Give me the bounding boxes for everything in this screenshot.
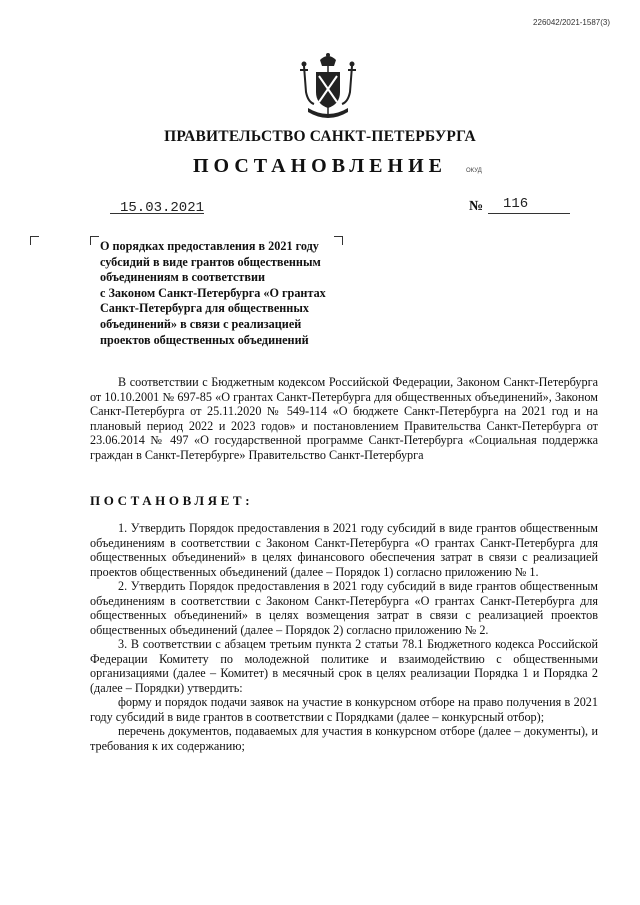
subject-line: с Законом Санкт-Петербурга «О грантах	[100, 285, 326, 300]
subject-line: субсидий в виде грантов общественным	[100, 254, 321, 269]
date-underline	[110, 213, 204, 214]
decree-title: ПОСТАНОВЛЕНИЕ	[193, 155, 447, 177]
coat-of-arms-icon	[298, 52, 358, 122]
item-3-subitem-form: форму и порядок подачи заявок на участие в конкурсном отборе на право получения в 2021 году субсидий в виде грантов в соответствии с Порядками (далее – конкурсный отбор);	[90, 695, 598, 724]
item-3-subitem-documents: перечень документов, подаваемых для участия в конкурсном отборе (далее – документы), и требования к их содержанию;	[90, 724, 598, 753]
document-code: 226042/2021-1587(3)	[533, 18, 610, 27]
subject-line: О порядках предоставления в 2021 году	[100, 239, 319, 253]
subject-line: объединений» в связи с реализацией	[100, 316, 302, 331]
okud-label: ОКУД	[466, 168, 482, 174]
number-sign: №	[469, 199, 484, 214]
subject-line: проектов общественных объединений	[100, 332, 309, 347]
subject-line: Санкт-Петербурга для общественных	[100, 301, 309, 316]
decree-subject	[100, 239, 350, 348]
item-3: 3. В соответствии с абзацем третьим пункта 2 статьи 78.1 Бюджетного кодекса Российской Федерации Комитету по молодежной политике и взаимодействию с общественными организациями (далее – Комитет) в месячный срок в целях реализации Порядка 1 и Порядка 2 (далее – Порядки) утвердить:	[90, 637, 598, 695]
preamble-text: В соответствии с Бюджетным кодексом Российской Федерации, Законом Санкт-Петербурга от 10.10.2001 № 697-85 «О грантах Санкт-Петербурга для общественных объединений», Законом Санкт-Петербурга от 25.11.2020 № 549-114 «О бюджете Санкт-Петербурга на 2021 год и на плановый период 2022 и 2023 годов» и постановлением Правительства Санкт-Петербурга от 23.06.2014 № 497 «О государственной программе Санкт-Петербурга «Социальная поддержка граждан в Санкт-Петербурге» Правительство Санкт-Петербурга	[90, 375, 598, 462]
item-2: 2. Утвердить Порядок предоставления в 2021 году субсидий в виде грантов общественным объединениям в соответствии с Законом Санкт-Петербурга «О грантах Санкт-Петербурга для общественных объединений» в целях возмещения затрат в связи с реализацией проектов общественных объединений (далее – Порядок 2) согласно приложению № 2.	[90, 579, 598, 637]
decree-date: 15.03.2021	[120, 200, 205, 216]
decree-number: 116	[503, 196, 529, 212]
subject-line: объединениям в соответствии	[100, 270, 266, 285]
number-underline	[488, 213, 570, 214]
item-1: 1. Утвердить Порядок предоставления в 2021 году субсидий в виде грантов общественным объединениям в соответствии с Законом Санкт-Петербурга «О грантах Санкт-Петербурга для общественных объединений» в целях финансового обеспечения затрат в связи с реализацией проектов общественных объединений (далее – Порядок 1) согласно приложению № 1.	[90, 521, 598, 579]
government-title: ПРАВИТЕЛЬСТВО САНКТ-ПЕТЕРБУРГА	[164, 128, 476, 145]
corner-mark-left	[30, 236, 39, 245]
resolves-heading: ПОСТАНОВЛЯЕТ:	[90, 493, 254, 508]
decree-items	[90, 521, 598, 753]
corner-mark-subject-left	[90, 236, 99, 245]
preamble	[90, 375, 598, 462]
